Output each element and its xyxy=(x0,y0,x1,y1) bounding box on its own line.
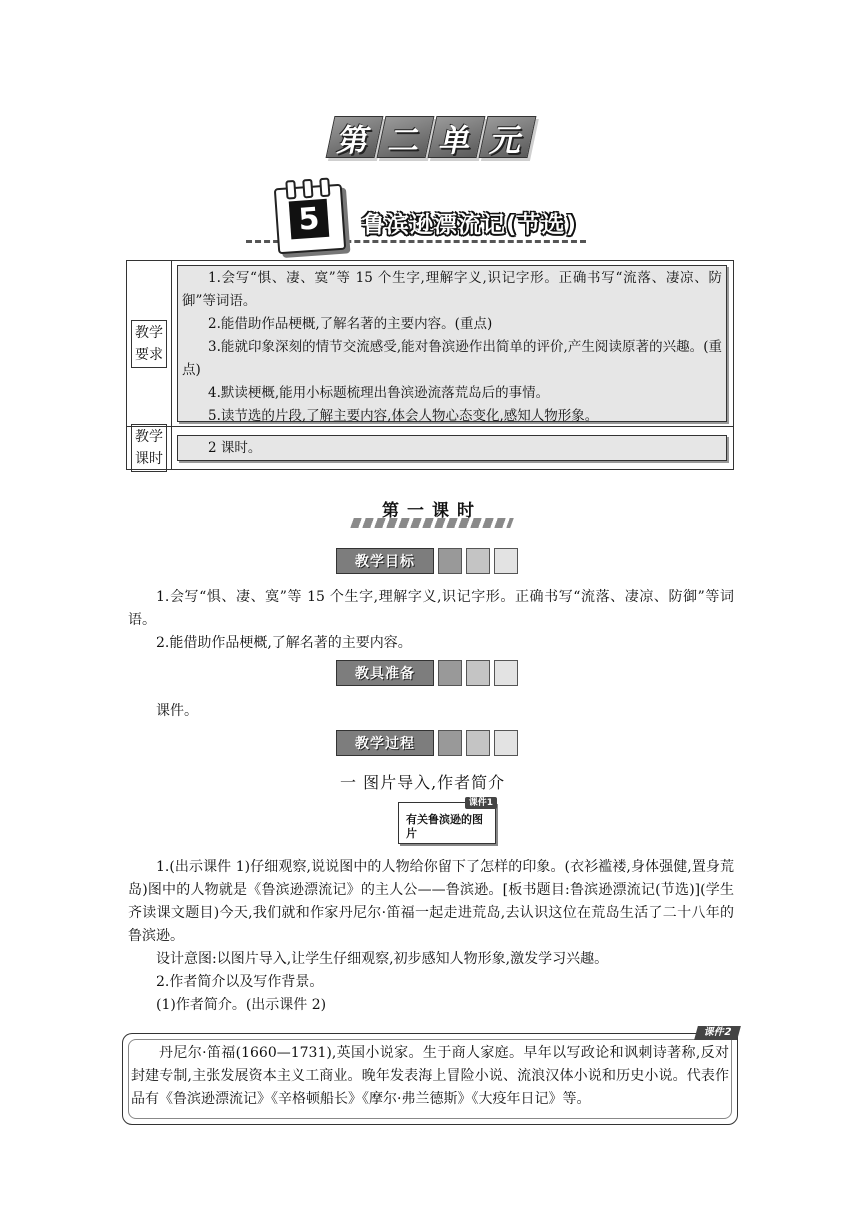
time-label: 教学课时 xyxy=(131,424,167,472)
courseware-2-tag: 课件2 xyxy=(694,1026,741,1040)
unit-char: 第 xyxy=(326,116,384,158)
process-paragraph: 1.(出示课件 1)仔细观察,说说图中的人物给你留下了怎样的印象。(衣衫褴褛,身体强健,置身荒岛)图中的人物就是《鲁滨逊漂流记》的主人公——鲁滨逊。[板书题目:鲁滨逊漂流记(节选)](学生齐读课文题目)今天,我们就和作家丹尼尔·笛福一起走进荒岛,去认识这位在荒岛生活了二十八年的鲁滨逊。 xyxy=(128,859,734,944)
tools-label: 教具准备 xyxy=(336,660,434,686)
process-text xyxy=(128,856,734,1017)
time-box xyxy=(177,435,727,461)
unit-banner xyxy=(330,116,532,158)
process-tab xyxy=(336,730,518,756)
tools-text: 课件。 xyxy=(156,703,198,719)
goal-item: 2.能借助作品梗概,了解名著的主要内容。 xyxy=(156,635,412,651)
calendar-icon xyxy=(274,184,346,255)
tools-tab xyxy=(336,660,518,686)
courseware-1-tag: 课件1 xyxy=(465,797,497,809)
time-value: 2 课时。 xyxy=(208,440,262,456)
courseware-2 xyxy=(122,1027,738,1125)
courseware-1-text: 有关鲁滨逊的图片 xyxy=(406,813,483,840)
requirement-item: 4.默读梗概,能用小标题梳理出鲁滨逊流落荒岛后的事情。 xyxy=(208,385,550,401)
requirements-box xyxy=(177,265,727,422)
requirements-table xyxy=(126,260,734,470)
requirement-item: 1.会写“惧、凄、寞”等 15 个生字,理解字义,识记字形。正确书写“流落、凄凉、防御”等词语。 xyxy=(182,270,722,309)
goal-item: 1.会写“惧、凄、寞”等 15 个生字,理解字义,识记字形。正确书写“流落、凄凉、防御”等词语。 xyxy=(128,589,734,628)
process-paragraph: 2.作者简介以及写作背景。 xyxy=(156,974,324,990)
unit-char: 单 xyxy=(428,116,486,158)
unit-char: 二 xyxy=(377,116,435,158)
goals-text xyxy=(128,586,734,655)
process-paragraph: (1)作者简介。(出示课件 2) xyxy=(156,997,327,1013)
requirement-item: 2.能借助作品梗概,了解名著的主要内容。(重点) xyxy=(208,316,493,332)
process-subheading: 一 图片导入,作者简介 xyxy=(340,773,506,792)
period-title: 第一课时 xyxy=(382,501,482,521)
requirements-row xyxy=(127,261,733,427)
author-bio: 丹尼尔·笛福(1660—1731),英国小说家。生于商人家庭。早年以写政论和讽刺诗著称,反对封建专制,主张发展资本主义工商业。晚年发表海上冒险小说、流浪汉体小说和历史小说。代表作品有《鲁滨逊漂流记》《辛格顿船长》《摩尔·弗兰德斯》《大疫年日记》等。 xyxy=(131,1045,729,1107)
requirement-item: 3.能就印象深刻的情节交流感受,能对鲁滨逊作出简单的评价,产生阅读原著的兴趣。(重点) xyxy=(182,339,722,378)
goals-label: 教学目标 xyxy=(336,548,434,574)
process-label: 教学过程 xyxy=(336,730,434,756)
period-heading xyxy=(344,496,520,536)
requirements-label: 教学要求 xyxy=(131,320,167,368)
time-row xyxy=(127,427,733,469)
requirement-item: 5.读节选的片段,了解主要内容,体会人物心态变化,感知人物形象。 xyxy=(208,408,599,424)
unit-char: 元 xyxy=(479,116,537,158)
design-intent: 设计意图:以图片导入,让学生仔细观察,初步感知人物形象,激发学习兴趣。 xyxy=(156,951,609,967)
courseware-1 xyxy=(398,798,496,844)
goals-tab xyxy=(336,548,518,574)
lesson-title: 鲁滨逊漂流记(节选) xyxy=(362,212,578,238)
lesson-number: 5 xyxy=(289,199,330,240)
